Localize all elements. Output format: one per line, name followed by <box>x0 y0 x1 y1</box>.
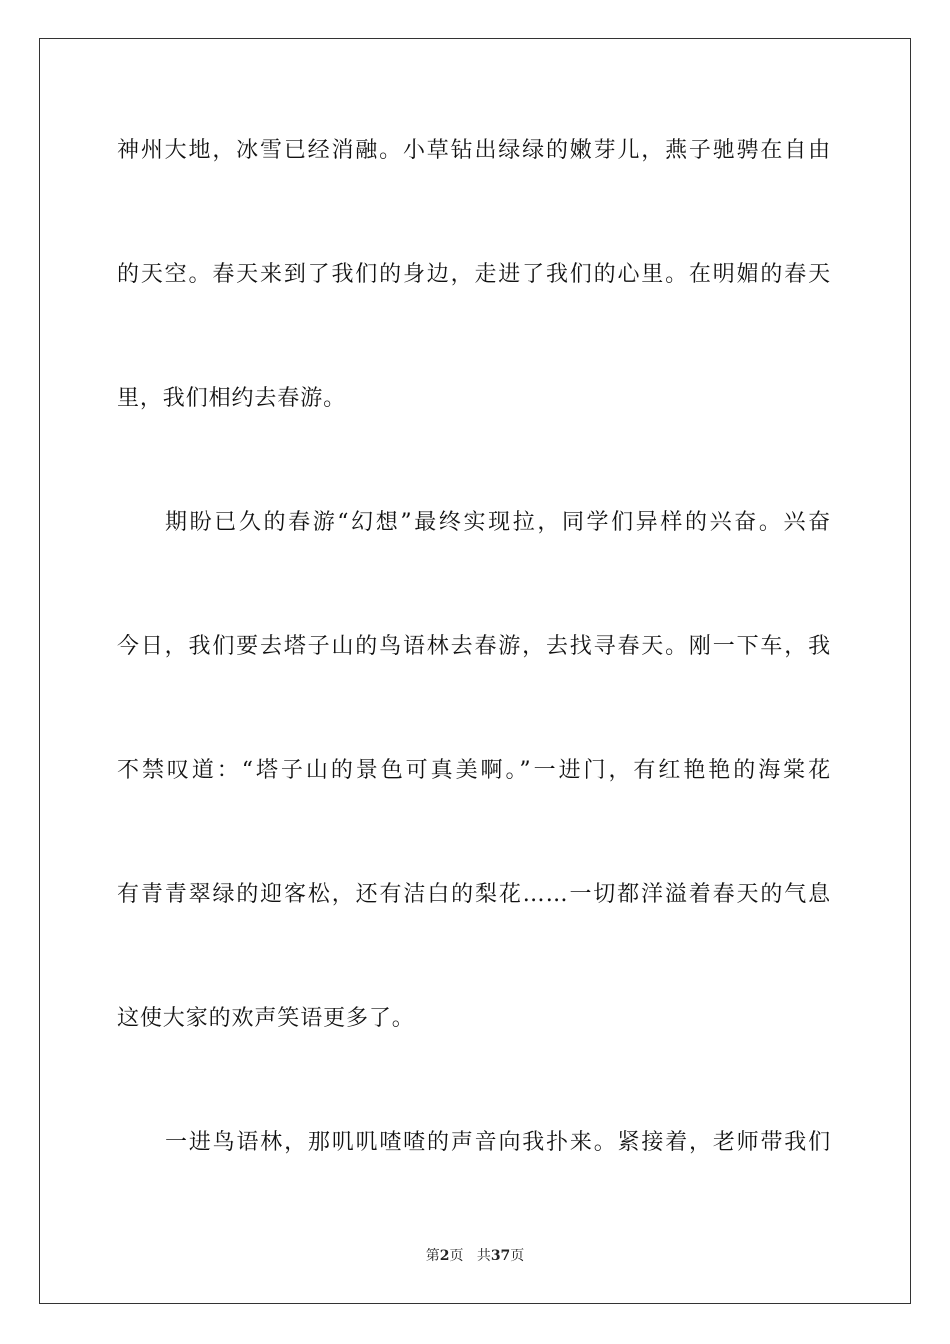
body-line-9: 一进鸟语林，那叽叽喳喳的声音向我扑来。紧接着，老师带我们 <box>165 1130 831 1155</box>
page-border <box>39 38 911 1304</box>
page-suffix: 页 <box>449 1248 464 1264</box>
body-line-2: 的天空。春天来到了我们的身边，走进了我们的心里。在明媚的春天 <box>117 262 831 287</box>
body-line-1: 神州大地，冰雪已经消融。小草钻出绿绿的嫩芽儿，燕子驰骋在自由 <box>117 138 831 163</box>
page-prefix: 第 <box>425 1248 440 1264</box>
page-number: 2 <box>439 1248 450 1264</box>
total-pages: 37 <box>490 1248 511 1264</box>
page-footer <box>0 1247 950 1265</box>
total-suffix: 页 <box>510 1248 525 1264</box>
body-line-8: 这使大家的欢声笑语更多了。 <box>117 1006 415 1031</box>
body-line-5: 今日，我们要去塔子山的鸟语林去春游，去找寻春天。刚一下车，我 <box>117 634 831 659</box>
body-line-6: 不禁叹道：“塔子山的景色可真美啊。”一进门，有红艳艳的海棠花 <box>117 758 831 783</box>
body-line-3: 里，我们相约去春游。 <box>117 386 347 411</box>
body-line-7: 有青青翠绿的迎客松，还有洁白的梨花……一切都洋溢着春天的气息 <box>117 882 831 907</box>
total-prefix: 共 <box>476 1248 491 1264</box>
body-line-4: 期盼已久的春游“幻想”最终实现拉，同学们异样的兴奋。兴奋 <box>165 510 831 535</box>
